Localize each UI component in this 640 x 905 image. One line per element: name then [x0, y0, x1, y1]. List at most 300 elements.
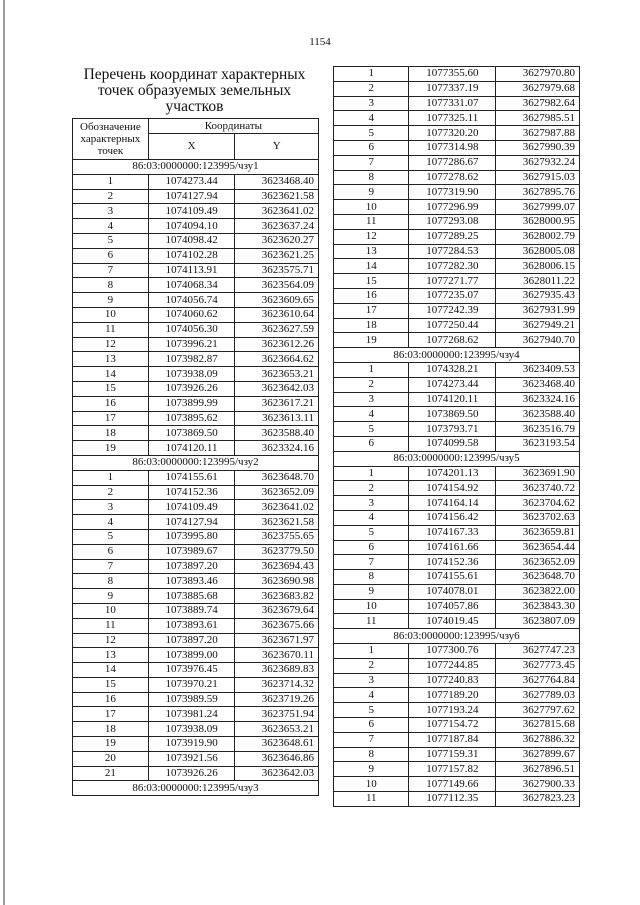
x-coordinate-cell: 1077331.07 [409, 96, 496, 111]
table-row [334, 96, 580, 111]
y-coordinate-cell: 3623564.09 [235, 278, 319, 293]
x-coordinate-cell: 1074098.42 [148, 233, 235, 248]
y-coordinate-cell: 3627985.51 [496, 111, 580, 126]
table-row [73, 204, 319, 219]
x-coordinate-cell: 1074109.49 [148, 500, 235, 515]
point-number-cell: 5 [73, 529, 149, 544]
table-row [73, 633, 319, 648]
y-coordinate-cell: 3623652.09 [235, 485, 319, 500]
page-edge-line [3, 0, 5, 905]
x-coordinate-cell: 1073938.09 [148, 367, 235, 382]
x-coordinate-cell: 1073897.20 [148, 633, 235, 648]
x-coordinate-cell: 1074127.94 [148, 515, 235, 530]
x-coordinate-cell: 1077337.19 [409, 81, 496, 96]
table-row [334, 510, 580, 525]
x-coordinate-cell: 1074113.91 [148, 263, 235, 278]
point-number-cell: 11 [73, 322, 149, 337]
table-row [73, 544, 319, 559]
point-number-cell: 14 [334, 259, 409, 274]
table-row [334, 570, 580, 585]
table-row [73, 411, 319, 426]
x-coordinate-cell: 1073889.74 [148, 603, 235, 618]
y-coordinate-cell: 3623689.83 [235, 663, 319, 678]
table-row [73, 618, 319, 633]
x-coordinate-cell: 1073926.26 [148, 381, 235, 396]
table-row [334, 81, 580, 96]
table-row [334, 140, 580, 155]
point-number-cell: 6 [334, 540, 409, 555]
y-coordinate-cell: 3628006.15 [496, 259, 580, 274]
table-row [73, 485, 319, 500]
section-label: 86:03:0000000:123995/чзу1 [73, 160, 319, 175]
point-number-cell: 1 [73, 174, 149, 189]
y-coordinate-cell: 3623617.21 [235, 396, 319, 411]
x-coordinate-cell: 1073921.56 [148, 751, 235, 766]
y-coordinate-cell: 3623714.32 [235, 677, 319, 692]
y-coordinate-cell: 3623654.44 [496, 540, 580, 555]
table-row [334, 673, 580, 688]
table-row [334, 155, 580, 170]
x-coordinate-cell: 1077293.08 [409, 214, 496, 229]
table-header-row [73, 119, 319, 134]
point-number-cell: 18 [334, 318, 409, 333]
y-coordinate-cell: 3623683.82 [235, 589, 319, 604]
section-row [334, 348, 580, 363]
y-coordinate-cell: 3623588.40 [235, 426, 319, 441]
table-row [73, 426, 319, 441]
table-row [73, 189, 319, 204]
x-coordinate-cell: 1073869.50 [148, 426, 235, 441]
x-coordinate-cell: 1073899.99 [148, 396, 235, 411]
y-coordinate-cell: 3627932.24 [496, 155, 580, 170]
table-row [73, 559, 319, 574]
y-coordinate-cell: 3627764.84 [496, 673, 580, 688]
right-coordinates-table [333, 66, 580, 807]
point-number-cell: 6 [334, 718, 409, 733]
y-coordinate-cell: 3623613.11 [235, 411, 319, 426]
x-coordinate-cell: 1074273.44 [148, 174, 235, 189]
table-row [334, 466, 580, 481]
y-coordinate-cell: 3623779.50 [235, 544, 319, 559]
table-row [73, 367, 319, 382]
x-coordinate-cell: 1074328.21 [409, 362, 496, 377]
point-number-cell: 15 [334, 274, 409, 289]
table-row [73, 337, 319, 352]
point-number-cell: 5 [334, 525, 409, 540]
point-number-cell: 9 [334, 584, 409, 599]
document-title: Перечень координат характерных точек образуемых земельных участков [83, 66, 306, 115]
y-coordinate-cell: 3623641.02 [235, 204, 319, 219]
header-coordinates: Координаты [148, 119, 318, 134]
y-coordinate-cell: 3623670.11 [235, 648, 319, 663]
y-coordinate-cell: 3628011.22 [496, 274, 580, 289]
y-coordinate-cell: 3623679.64 [235, 603, 319, 618]
y-coordinate-cell: 3623664.62 [235, 352, 319, 367]
point-number-cell: 9 [73, 589, 149, 604]
y-coordinate-cell: 3623642.03 [235, 766, 319, 781]
y-coordinate-cell: 3623468.40 [496, 377, 580, 392]
table-row [73, 589, 319, 604]
y-coordinate-cell: 3623324.16 [496, 392, 580, 407]
point-number-cell: 7 [73, 559, 149, 574]
table-row [73, 470, 319, 485]
point-number-cell: 12 [73, 337, 149, 352]
y-coordinate-cell: 3623694.43 [235, 559, 319, 574]
x-coordinate-cell: 1077314.98 [409, 140, 496, 155]
y-coordinate-cell: 3623648.61 [235, 737, 319, 752]
x-coordinate-cell: 1077244.85 [409, 658, 496, 673]
point-number-cell: 1 [334, 67, 409, 82]
point-number-cell: 9 [334, 762, 409, 777]
x-coordinate-cell: 1074056.74 [148, 293, 235, 308]
table-row [334, 496, 580, 511]
y-coordinate-cell: 3627935.43 [496, 288, 580, 303]
x-coordinate-cell: 1077154.72 [409, 718, 496, 733]
point-number-cell: 4 [73, 515, 149, 530]
point-number-cell: 11 [73, 618, 149, 633]
point-number-cell: 19 [73, 737, 149, 752]
y-coordinate-cell: 3623653.21 [235, 367, 319, 382]
section-label: 86:03:0000000:123995/чзу6 [334, 629, 580, 644]
x-coordinate-cell: 1074273.44 [409, 377, 496, 392]
x-coordinate-cell: 1074109.49 [148, 204, 235, 219]
table-row [334, 407, 580, 422]
x-coordinate-cell: 1074152.36 [148, 485, 235, 500]
section-label: 86:03:0000000:123995/чзу4 [334, 348, 580, 363]
point-number-cell: 4 [334, 111, 409, 126]
point-number-cell: 7 [73, 263, 149, 278]
section-label: 86:03:0000000:123995/чзу2 [73, 455, 319, 470]
header-y: Y [235, 133, 319, 159]
y-coordinate-cell: 3623652.09 [496, 555, 580, 570]
point-number-cell: 15 [73, 677, 149, 692]
x-coordinate-cell: 1077268.62 [409, 333, 496, 348]
y-coordinate-cell: 3623575.71 [235, 263, 319, 278]
table-row [334, 644, 580, 659]
section-row [334, 451, 580, 466]
y-coordinate-cell: 3623740.72 [496, 481, 580, 496]
table-row [73, 648, 319, 663]
x-coordinate-cell: 1073989.59 [148, 692, 235, 707]
table-row [334, 422, 580, 437]
table-row [73, 381, 319, 396]
point-number-cell: 2 [334, 481, 409, 496]
point-number-cell: 2 [73, 485, 149, 500]
table-row [334, 436, 580, 451]
table-row [334, 377, 580, 392]
y-coordinate-cell: 3623648.70 [235, 470, 319, 485]
y-coordinate-cell: 3623822.00 [496, 584, 580, 599]
y-coordinate-cell: 3623193.54 [496, 436, 580, 451]
table-row [73, 352, 319, 367]
x-coordinate-cell: 1077250.44 [409, 318, 496, 333]
y-coordinate-cell: 3627896.51 [496, 762, 580, 777]
point-number-cell: 17 [73, 411, 149, 426]
point-number-cell: 5 [334, 126, 409, 141]
point-number-cell: 1 [334, 362, 409, 377]
point-number-cell: 4 [334, 688, 409, 703]
table-row [334, 259, 580, 274]
point-number-cell: 2 [334, 658, 409, 673]
point-number-cell: 10 [73, 603, 149, 618]
y-coordinate-cell: 3623621.25 [235, 248, 319, 263]
table-row [73, 219, 319, 234]
y-coordinate-cell: 3627815.68 [496, 718, 580, 733]
header-point-designation: Обозначение характерных точек [73, 119, 149, 160]
x-coordinate-cell: 1077282.30 [409, 259, 496, 274]
table-row [334, 481, 580, 496]
table-row [334, 229, 580, 244]
x-coordinate-cell: 1077235.07 [409, 288, 496, 303]
table-row [334, 658, 580, 673]
y-coordinate-cell: 3623621.58 [235, 189, 319, 204]
table-row [73, 233, 319, 248]
x-coordinate-cell: 1074056.30 [148, 322, 235, 337]
table-row [73, 663, 319, 678]
point-number-cell: 3 [334, 496, 409, 511]
point-number-cell: 8 [334, 170, 409, 185]
x-coordinate-cell: 1074155.61 [148, 470, 235, 485]
point-number-cell: 16 [73, 692, 149, 707]
section-row [73, 781, 319, 796]
point-number-cell: 6 [334, 436, 409, 451]
point-number-cell: 2 [334, 377, 409, 392]
y-coordinate-cell: 3627987.88 [496, 126, 580, 141]
y-coordinate-cell: 3627797.62 [496, 703, 580, 718]
point-number-cell: 21 [73, 766, 149, 781]
table-row [73, 707, 319, 722]
table-row [334, 392, 580, 407]
y-coordinate-cell: 3623409.53 [496, 362, 580, 377]
table-row [73, 322, 319, 337]
point-number-cell: 6 [334, 140, 409, 155]
y-coordinate-cell: 3623642.03 [235, 381, 319, 396]
x-coordinate-cell: 1074164.14 [409, 496, 496, 511]
point-number-cell: 12 [334, 229, 409, 244]
table-row [73, 766, 319, 781]
section-label: 86:03:0000000:123995/чзу3 [73, 781, 319, 796]
y-coordinate-cell: 3623612.26 [235, 337, 319, 352]
y-coordinate-cell: 3623659.81 [496, 525, 580, 540]
x-coordinate-cell: 1074154.92 [409, 481, 496, 496]
y-coordinate-cell: 3623637.24 [235, 219, 319, 234]
table-row [334, 362, 580, 377]
point-number-cell: 1 [334, 644, 409, 659]
x-coordinate-cell: 1077157.82 [409, 762, 496, 777]
x-coordinate-cell: 1073895.62 [148, 411, 235, 426]
y-coordinate-cell: 3623702.63 [496, 510, 580, 525]
table-row [334, 303, 580, 318]
table-row [334, 274, 580, 289]
point-number-cell: 3 [73, 204, 149, 219]
y-coordinate-cell: 3623621.58 [235, 515, 319, 530]
table-row [73, 396, 319, 411]
point-number-cell: 7 [334, 155, 409, 170]
x-coordinate-cell: 1077112.35 [409, 792, 496, 807]
table-row [73, 529, 319, 544]
table-row [73, 603, 319, 618]
y-coordinate-cell: 3627990.39 [496, 140, 580, 155]
point-number-cell: 9 [334, 185, 409, 200]
y-coordinate-cell: 3623675.66 [235, 618, 319, 633]
y-coordinate-cell: 3623641.02 [235, 500, 319, 515]
x-coordinate-cell: 1073897.20 [148, 559, 235, 574]
x-coordinate-cell: 1074019.45 [409, 614, 496, 629]
table-row [334, 792, 580, 807]
x-coordinate-cell: 1073893.61 [148, 618, 235, 633]
x-coordinate-cell: 1074078.01 [409, 584, 496, 599]
point-number-cell: 17 [73, 707, 149, 722]
table-row [334, 170, 580, 185]
x-coordinate-cell: 1074120.11 [409, 392, 496, 407]
point-number-cell: 10 [334, 777, 409, 792]
table-row [334, 288, 580, 303]
y-coordinate-cell: 3628000.95 [496, 214, 580, 229]
y-coordinate-cell: 3623691.90 [496, 466, 580, 481]
x-coordinate-cell: 1073981.24 [148, 707, 235, 722]
x-coordinate-cell: 1074102.28 [148, 248, 235, 263]
y-coordinate-cell: 3623620.27 [235, 233, 319, 248]
y-coordinate-cell: 3627949.21 [496, 318, 580, 333]
y-coordinate-cell: 3623843.30 [496, 599, 580, 614]
y-coordinate-cell: 3627982.64 [496, 96, 580, 111]
y-coordinate-cell: 3627915.03 [496, 170, 580, 185]
point-number-cell: 6 [73, 248, 149, 263]
point-number-cell: 3 [334, 96, 409, 111]
y-coordinate-cell: 3623627.59 [235, 322, 319, 337]
point-number-cell: 18 [73, 722, 149, 737]
left-coordinates-table [72, 118, 319, 796]
x-coordinate-cell: 1073919.90 [148, 737, 235, 752]
table-row [334, 599, 580, 614]
point-number-cell: 6 [73, 544, 149, 559]
x-coordinate-cell: 1074167.33 [409, 525, 496, 540]
y-coordinate-cell: 3623324.16 [235, 441, 319, 456]
x-coordinate-cell: 1073893.46 [148, 574, 235, 589]
point-number-cell: 16 [73, 396, 149, 411]
y-coordinate-cell: 3627970.80 [496, 67, 580, 82]
point-number-cell: 14 [73, 367, 149, 382]
table-row [73, 677, 319, 692]
point-number-cell: 10 [334, 200, 409, 215]
y-coordinate-cell: 3623648.70 [496, 570, 580, 585]
x-coordinate-cell: 1077159.31 [409, 747, 496, 762]
table-row [334, 584, 580, 599]
x-coordinate-cell: 1074156.42 [409, 510, 496, 525]
y-coordinate-cell: 3627900.33 [496, 777, 580, 792]
point-number-cell: 8 [73, 278, 149, 293]
point-number-cell: 12 [73, 633, 149, 648]
section-row [334, 629, 580, 644]
table-row [334, 732, 580, 747]
x-coordinate-cell: 1074060.62 [148, 307, 235, 322]
x-coordinate-cell: 1073869.50 [409, 407, 496, 422]
y-coordinate-cell: 3627823.23 [496, 792, 580, 807]
table-row [334, 333, 580, 348]
table-row [334, 67, 580, 82]
table-row [334, 688, 580, 703]
x-coordinate-cell: 1073885.68 [148, 589, 235, 604]
x-coordinate-cell: 1074201.13 [409, 466, 496, 481]
y-coordinate-cell: 3627747.23 [496, 644, 580, 659]
table-row [73, 248, 319, 263]
y-coordinate-cell: 3627773.45 [496, 658, 580, 673]
point-number-cell: 4 [334, 510, 409, 525]
table-row [73, 500, 319, 515]
x-coordinate-cell: 1074120.11 [148, 441, 235, 456]
x-coordinate-cell: 1073982.87 [148, 352, 235, 367]
point-number-cell: 5 [73, 233, 149, 248]
x-coordinate-cell: 1077289.25 [409, 229, 496, 244]
y-coordinate-cell: 3623671.97 [235, 633, 319, 648]
x-coordinate-cell: 1073938.09 [148, 722, 235, 737]
point-number-cell: 1 [73, 470, 149, 485]
y-coordinate-cell: 3627789.03 [496, 688, 580, 703]
x-coordinate-cell: 1074152.36 [409, 555, 496, 570]
point-number-cell: 11 [334, 792, 409, 807]
x-coordinate-cell: 1073976.45 [148, 663, 235, 678]
point-number-cell: 5 [334, 703, 409, 718]
table-row [73, 722, 319, 737]
table-row [73, 278, 319, 293]
x-coordinate-cell: 1074099.58 [409, 436, 496, 451]
table-row [334, 540, 580, 555]
x-coordinate-cell: 1077242.39 [409, 303, 496, 318]
x-coordinate-cell: 1077286.67 [409, 155, 496, 170]
y-coordinate-cell: 3623653.21 [235, 722, 319, 737]
table-row [334, 777, 580, 792]
point-number-cell: 14 [73, 663, 149, 678]
point-number-cell: 8 [334, 570, 409, 585]
x-coordinate-cell: 1074068.34 [148, 278, 235, 293]
section-row [73, 455, 319, 470]
section-label: 86:03:0000000:123995/чзу5 [334, 451, 580, 466]
x-coordinate-cell: 1073899.00 [148, 648, 235, 663]
table-row [334, 747, 580, 762]
x-coordinate-cell: 1073793.71 [409, 422, 496, 437]
table-row [334, 525, 580, 540]
x-coordinate-cell: 1073996.21 [148, 337, 235, 352]
point-number-cell: 18 [73, 426, 149, 441]
point-number-cell: 19 [73, 441, 149, 456]
x-coordinate-cell: 1074057.86 [409, 599, 496, 614]
y-coordinate-cell: 3623610.64 [235, 307, 319, 322]
point-number-cell: 4 [334, 407, 409, 422]
x-coordinate-cell: 1077149.66 [409, 777, 496, 792]
table-row [73, 737, 319, 752]
table-row [334, 111, 580, 126]
y-coordinate-cell: 3627979.68 [496, 81, 580, 96]
point-number-cell: 13 [73, 648, 149, 663]
table-row [73, 174, 319, 189]
x-coordinate-cell: 1074161.66 [409, 540, 496, 555]
table-row [334, 614, 580, 629]
point-number-cell: 7 [334, 732, 409, 747]
table-row [334, 244, 580, 259]
y-coordinate-cell: 3623755.65 [235, 529, 319, 544]
point-number-cell: 8 [334, 747, 409, 762]
table-row [73, 692, 319, 707]
point-number-cell: 2 [73, 189, 149, 204]
table-row [334, 718, 580, 733]
y-coordinate-cell: 3623588.40 [496, 407, 580, 422]
y-coordinate-cell: 3623807.09 [496, 614, 580, 629]
page-number: 1154 [309, 36, 331, 48]
table-row [73, 751, 319, 766]
x-coordinate-cell: 1077300.76 [409, 644, 496, 659]
y-coordinate-cell: 3623609.65 [235, 293, 319, 308]
point-number-cell: 2 [334, 81, 409, 96]
